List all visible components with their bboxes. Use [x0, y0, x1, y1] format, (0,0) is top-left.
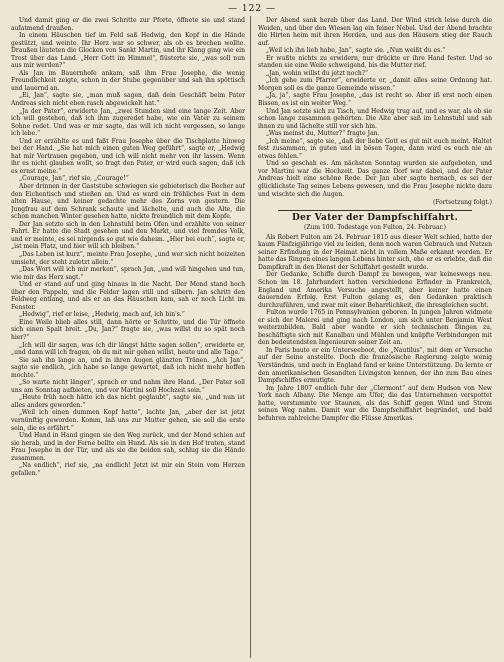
paragraph: „Ja der Pater“, erwiderte Jan, „zwei Stunden sind eine lange Zeit. Aber ich will gestehen, daß ich ihm zugeredet habe, wie ein Vater zu seinem Sohne redet. Und was er mir sagte, das will ich nicht vergessen, so lange ich lebe.“	[11, 107, 245, 138]
paragraph: Eine Weile blieb alles still, dann hörte er Schritte, und die Tür öffnete sich einen Spalt breit. „Du, Jan?“ fragte sie, „was willst du so spät noch hier?“	[11, 318, 245, 341]
paragraph: „Na endlich“, rief sie, „na endlich! Jetzt ist mir ein Stein vom Herzen gefallen.“	[11, 462, 245, 477]
paragraph: Und Hand in Hand gingen sie den Weg zurück, und der Mond schien auf sie herab, und in der Ferne bellte ein Hund. Als sie in den Hof traten, stand Frau Josephe in der Tür, und als sie die beiden sah, schlug sie die Hände zusammen.	[11, 432, 245, 462]
paragraph: „Das Leben ist kurz“, meinte Frau Josephe, „und wer sich nicht beizeiten umsieht, der steht zuletzt allein.“	[11, 250, 245, 266]
article-body	[258, 234, 492, 423]
paragraph: „Courage, Jan“, rief sie, „Courage!“	[19, 175, 129, 183]
left-column	[11, 17, 245, 657]
paragraph: Und damit ging er die zwei Schritte zur Pforte, öffnete sie und stand aufatmend draußen.	[11, 17, 245, 32]
right-column	[258, 17, 492, 657]
paragraph: Fulton wurde 1765 in Pennsylvanien geboren. In jungen Jahren widmete er sich der Malerei und ging nach London, um sich unter Benjamin West weiterzubilden. Bald aber wandte er sich technischen Dingen zu, beschäftigte sich mit Kanalbau und Mühlen und knüpfte Verbindungen mit den bedeutendsten Ingenieuren seiner Zeit an.	[258, 309, 492, 347]
article-title: Der Vater der Dampfschiffahrt.	[291, 212, 459, 223]
paragraph: Im Jahre 1807 endlich fuhr der „Clermont“ auf dem Hudson von New York nach Albany. Die Menge am Ufer, die das Unternehmen verspottet hatte, verstummte vor Staunen, als das Schiff gegen Wind und Strom seinen Weg nahm. Damit war die Dampfschiffahrt begründet, und bald befuhren zahlreiche Dampfer die Flüsse Amerikas.	[258, 384, 492, 422]
paragraph: Er wußte nichts zu erwidern, nur drückte er ihre Hand fester. Und so standen sie eine Weile schweigend, bis die Mutter rief.	[258, 54, 492, 70]
paragraph: In Paris baute er ein Unterseeboot, die „Nautilus“, mit dem er Versuche auf der Seine anstellte. Doch die französische Regierung zeigte wenig Verständnis, und auch in England fand er keine Unterstützung. Da lernte er den amerikanischen Gesandten Livingston kennen, der ihn zum Bau eines Dampfschiffes ermutigte.	[258, 346, 492, 385]
paragraph: „Ei, Jan“, sagte sie, „man muß sagen, daß dein Geschäft beim Pater Andreas sich nicht eben rasch abgewickelt hat.“	[11, 92, 245, 108]
paragraph: „Weil ich ihn lieb habe, Jan“, sagte sie. „Nun weißt du es.“	[266, 47, 446, 55]
paragraph: „Das Wort will ich mir merken“, sprach Jan, „und will hingehen und tun, wie mir das Herz sagt.“	[11, 266, 245, 281]
paragraph: In einem Häuschen tief im Feld saß Hedwig, den Kopf in die Hände gestützt, und weinte. Ihr Herz war so schwer, als ob es brechen wollte. Draußen läuteten die Glocken von Sankt Martin, und ihr Klang ging wie ein Trost über das Land. „Herr Gott im Himmel“, flüsterte sie, „was soll nun aus mir werden?“	[11, 32, 245, 70]
paragraph: Sie sah ihn lange an, und in ihren Augen glänzten Tränen. „Ach Jan“, sagte sie endlich, „ich habe so lange gewartet, daß ich nicht mehr hoffen mochte.“	[11, 356, 245, 379]
article-divider	[278, 210, 472, 211]
paragraph: Und er erzählte es und faßt Frau Josephe über die Tischplatte hinweg bei der Hand. „Sie hat mich einen guten Weg geführt“, sagte er, „Hedwig hat mir Vertrauen gegeben, und ich will nicht mehr von ihr lassen. Wenn ihr es nicht glauben wollt, so fragt den Pater, er wird euch sagen, daß ich es ernst meine.“	[11, 137, 245, 175]
paragraph: Als Robert Fulton am 24. Februar 1815 aus dieser Welt schied, hatte der kaum Fünfzigjährige viel zu leiden, denn noch waren Gebrauch und Nutzen seiner Erfindung in der Heimat nicht in vollem Maße erkannt worden. Er hatte das Ringen eines langen Lebens hinter sich, ehe er es erlebte, daß die Dampfkraft in den Dienst der Schiffahrt gestellt wurde.	[258, 233, 492, 271]
paragraph: „Jan, wohin willst du jetzt noch?“	[266, 69, 369, 77]
story-continuation	[258, 17, 492, 198]
paragraph: „Hedwig“, rief er leise, „Hedwig, mach auf, ich bin's.“	[19, 311, 185, 319]
paragraph: „Ich meine“, sagte sie, „daß der liebe Gott es gut mit euch meint. Haltet fest zusammen, in guten und in bösen Tagen, dann wird es euch nie an etwas fehlen.“	[258, 137, 492, 160]
paragraph: „Ich will dir sagen, was ich dir längst hätte sagen sollen“, erwiderte er, „und dann will ich fragen, ob du mit mir gehen willst, heute und alle Tage.“	[11, 341, 245, 357]
paragraph: „Ich gehe zum Pfarrer“, erwiderte er, „damit alles seine Ordnung hat. Morgen soll es die ganze Gemeinde wissen.“	[258, 77, 492, 92]
paragraph: „Weil ich einen dummen Kopf hatte“, lachte Jan, „aber der ist jetzt vernünftig geworden. Komm, laß uns zur Mutter gehen, sie soll die erste sein, die es erfährt.“	[11, 409, 245, 432]
paragraph: Der Jan setzte sich in den Lehnstuhl beim Ofen und erzählte von seiner Fahrt. Er hatte die Stadt gesehen und den Markt, und viel fremdes Volk, und er meinte, es sei nirgends so gut wie daheim. „Hier bei euch“, sagte er, „ist mein Platz, und hier will ich bleiben.“	[11, 220, 245, 251]
paragraph: „Ja, ja“, sagte Frau Josephe, „das ist recht so. Aber iß erst noch einen Bissen, es ist ein weiter Weg.“	[258, 92, 492, 108]
paragraph: Aber drinnen in der Gaststube schwiegen sie gebieterisch die Becher auf den Eichentisch und stießen an. Und es ward ein fröhliches Fest in dem alten Hause, und keiner gedachte mehr des Zorns von gestern. Die Jungfrau auf dem Schrank schaute und lächelte, und auch die Alte, die schon manchen Winter gesehen hatte, nickte freundlich mit dem Kopfe.	[11, 183, 245, 221]
column-divider	[250, 16, 251, 658]
article-subtitle: (Zum 100. Todestage von Fulton, 24. Februar.)	[303, 223, 446, 231]
paragraph: Und er stand auf und ging hinaus in die Nacht. Der Mond stand hoch über den Pappeln, und die Felder lagen still und silbern. Jan schritt den Feldweg entlang, und als er an das Häuschen kam, sah er noch Licht im Fenster.	[11, 281, 245, 311]
paragraph: „Was meinst du, Mutter?“ fragte Jan.	[266, 130, 380, 138]
paragraph: Der Abend sank herab über das Land. Der Wind strich leise durch die Weiden, und über den Wiesen lag ein feiner Nebel. Und der Abend brachte die Hirten heim mit ihren Herden, und aus den Häusern stieg der Rauch auf.	[258, 17, 492, 47]
paragraph: Der Gedanke, Schiffe durch Dampf zu bewegen, war keineswegs neu. Schon im 18. Jahrhundert hatten verschiedene Erfinder in Frankreich, England und Amerika Versuche angestellt, aber keiner hatte einen dauernden Erfolg. Erst Fulton gelang es, den Gedanken praktisch durchzuführen, und zwar mit einer Beharrlichkeit, die ihresgleichen sucht.	[258, 271, 492, 309]
paragraph: Und so geschah es. Am nächsten Sonntag wurden sie aufgeboten, und vor Martini war die Hochzeit. Das ganze Dorf war dabei, und der Pater Andreas hielt eine schöne Rede. Der Jan aber sagte hernach, es sei der glücklichste Tag seines Lebens gewesen, und die Frau Josephe nickte dazu und wischte sich die Augen.	[258, 160, 492, 198]
paragraph: „So warte nicht länger“, sprach er und nahm ihre Hand. „Der Pater soll uns am Sonntag aufbieten, und vor Martini soll Hochzeit sein.“	[11, 379, 245, 394]
paragraph: Als Jan im Bauernhofe ankam, saß ihm Frau Josephe, die wenig Freundlichkeit zeigte, schon in der Stube gegenüber und sah ihn spöttisch und lauernd an.	[11, 69, 245, 92]
story-signature: (Fortsetzung folgt.)	[433, 199, 492, 207]
page-number: — 122 —	[228, 4, 276, 14]
paragraph: „Heute früh noch hätte ich das nicht geglaubt“, sagte sie, „und nun ist alles anders geworden.“	[11, 394, 245, 409]
paragraph: Und Jan setzte sich zu Tisch, und Hedwig trug auf, und es war, als ob sie schon lange zusammen gehörten. Die Alte aber saß im Lehnstuhl und sah ihnen zu und lächelte still vor sich hin.	[258, 107, 492, 130]
